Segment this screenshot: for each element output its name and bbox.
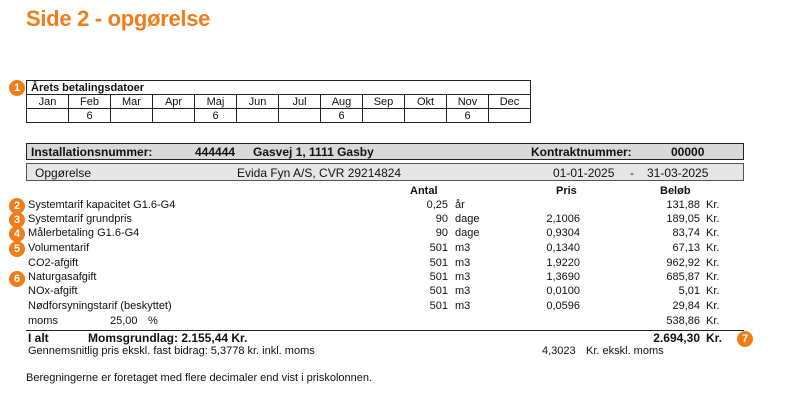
average-price-value: 4,3023 [542, 345, 576, 357]
period-separator: - [630, 166, 634, 180]
day-cell [153, 109, 195, 123]
vat-rate: 25,00 [110, 315, 138, 327]
line-amount: 685,87 [666, 271, 700, 283]
line-qty: 501 [429, 257, 448, 269]
contract-label: Kontraktnummer: [531, 145, 632, 159]
line-currency: Kr. [706, 213, 720, 225]
line-unit: m3 [455, 257, 471, 269]
badge-2: 2 [9, 198, 25, 214]
line-unit: m3 [455, 300, 471, 312]
average-price-row [0, 345, 786, 360]
line-price: 0,0596 [546, 300, 580, 312]
badge-7: 7 [737, 331, 753, 347]
badge-3: 3 [9, 212, 25, 228]
vat-row [0, 315, 786, 330]
line-amount: 29,84 [672, 300, 700, 312]
month-cell: Mar [111, 95, 153, 109]
line-price: 0,9304 [546, 227, 580, 239]
statement-company: Evida Fyn A/S, CVR 29214824 [237, 166, 402, 180]
installation-number: 444444 [195, 145, 236, 159]
month-cell: Sep [363, 95, 405, 109]
line-currency: Kr. [706, 300, 720, 312]
statement-label: Opgørelse [35, 166, 92, 180]
vat-percent-sign: % [148, 315, 158, 327]
contract-number: 00000 [671, 145, 705, 159]
total-currency: Kr. [706, 331, 723, 345]
badge-6: 6 [9, 271, 25, 287]
line-name: Naturgasafgift [28, 271, 97, 283]
month-cell: Nov [447, 95, 489, 109]
period-start: 01-01-2025 [553, 166, 615, 180]
payment-dates-header: Årets betalingsdatoer [27, 81, 531, 95]
line-unit: m3 [455, 242, 471, 254]
column-header-qty: Antal [410, 185, 438, 197]
line-price: 0,0100 [546, 285, 580, 297]
badge-1: 1 [9, 80, 25, 96]
day-cell: 6 [447, 109, 489, 123]
month-cell: Maj [195, 95, 237, 109]
line-amount: 83,74 [672, 227, 700, 239]
line-item [0, 257, 786, 272]
line-qty: 90 [435, 227, 448, 239]
line-item [0, 285, 786, 300]
column-header-price: Pris [556, 185, 577, 197]
footnote: Beregningerne er foretaget med flere decimaler end vist i priskolonnen. [26, 372, 373, 384]
statement-box [26, 163, 744, 181]
line-amount: 189,05 [666, 213, 700, 225]
month-cell: Aug [321, 95, 363, 109]
line-unit: m3 [455, 285, 471, 297]
line-price: 2,1006 [546, 213, 580, 225]
line-qty: 501 [429, 300, 448, 312]
day-cell: 6 [195, 109, 237, 123]
line-item [0, 271, 786, 286]
line-name: CO2-afgift [28, 257, 79, 269]
line-name: Systemtarif grundpris [28, 213, 132, 225]
installation-label: Installationsnummer: [31, 145, 153, 159]
month-cell: Jan [27, 95, 69, 109]
line-price: 0,1340 [546, 242, 580, 254]
month-cell: Apr [153, 95, 195, 109]
line-qty: 90 [435, 213, 448, 225]
month-cell: Dec [489, 95, 531, 109]
line-item [0, 242, 786, 257]
line-qty: 501 [429, 242, 448, 254]
line-currency: Kr. [706, 271, 720, 283]
month-cell: Feb [69, 95, 111, 109]
day-cell [363, 109, 405, 123]
month-cell: Jul [279, 95, 321, 109]
day-cell [237, 109, 279, 123]
line-unit: dage [455, 227, 480, 239]
line-qty: 501 [429, 271, 448, 283]
average-price-label: Gennemsnitlig pris ekskl. fast bidrag: 5,3778 kr. inkl. moms [28, 345, 315, 357]
month-cell: Okt [405, 95, 447, 109]
line-name: Målerbetaling G1.6-G4 [28, 227, 140, 239]
line-amount: 67,13 [672, 242, 700, 254]
vat-basis: Momsgrundlag: 2.155,44 Kr. [88, 331, 248, 345]
line-item [0, 199, 786, 214]
line-currency: Kr. [706, 242, 720, 254]
day-cell [111, 109, 153, 123]
line-name: NOx-afgift [28, 285, 78, 297]
vat-label: moms [28, 315, 58, 327]
line-name: Volumentarif [28, 242, 90, 254]
total-label: I alt [28, 331, 49, 345]
badge-5: 5 [9, 241, 25, 257]
months-row [27, 95, 531, 109]
line-name: Systemtarif kapacitet G1.6-G4 [28, 199, 176, 211]
line-currency: Kr. [706, 257, 720, 269]
column-header-amount: Beløb [660, 185, 691, 197]
total-row [0, 331, 786, 346]
badge-4: 4 [9, 226, 25, 242]
days-row [27, 109, 531, 123]
page-title: Side 2 - opgørelse [26, 6, 211, 31]
line-name: Nødforsyningstarif (beskyttet) [28, 300, 172, 312]
payment-dates-table [26, 80, 531, 123]
line-item [0, 213, 786, 228]
day-cell [405, 109, 447, 123]
month-cell: Jun [237, 95, 279, 109]
installation-address: Gasvej 1, 1111 Gasby [253, 145, 374, 159]
line-item [0, 300, 786, 315]
day-cell: 6 [69, 109, 111, 123]
line-currency: Kr. [706, 199, 720, 211]
day-cell [489, 109, 531, 123]
line-amount: 962,92 [666, 257, 700, 269]
day-cell [27, 109, 69, 123]
period-end: 31-03-2025 [647, 166, 709, 180]
line-amount: 131,88 [666, 199, 700, 211]
line-unit: m3 [455, 271, 471, 283]
installation-box [26, 143, 744, 160]
line-currency: Kr. [706, 227, 720, 239]
day-cell [279, 109, 321, 123]
line-unit: dage [455, 213, 480, 225]
line-item [0, 227, 786, 242]
line-amount: 5,01 [678, 285, 700, 297]
vat-amount: 538,86 [666, 315, 700, 327]
day-cell: 6 [321, 109, 363, 123]
line-price: 1,9220 [546, 257, 580, 269]
line-qty: 0,25 [426, 199, 448, 211]
line-qty: 501 [429, 285, 448, 297]
line-unit: år [455, 199, 465, 211]
average-price-suffix: Kr. ekskl. moms [586, 345, 664, 357]
line-currency: Kr. [706, 285, 720, 297]
total-amount: 2.694,30 [653, 331, 700, 345]
line-price: 1,3690 [546, 271, 580, 283]
vat-currency: Kr. [706, 315, 720, 327]
